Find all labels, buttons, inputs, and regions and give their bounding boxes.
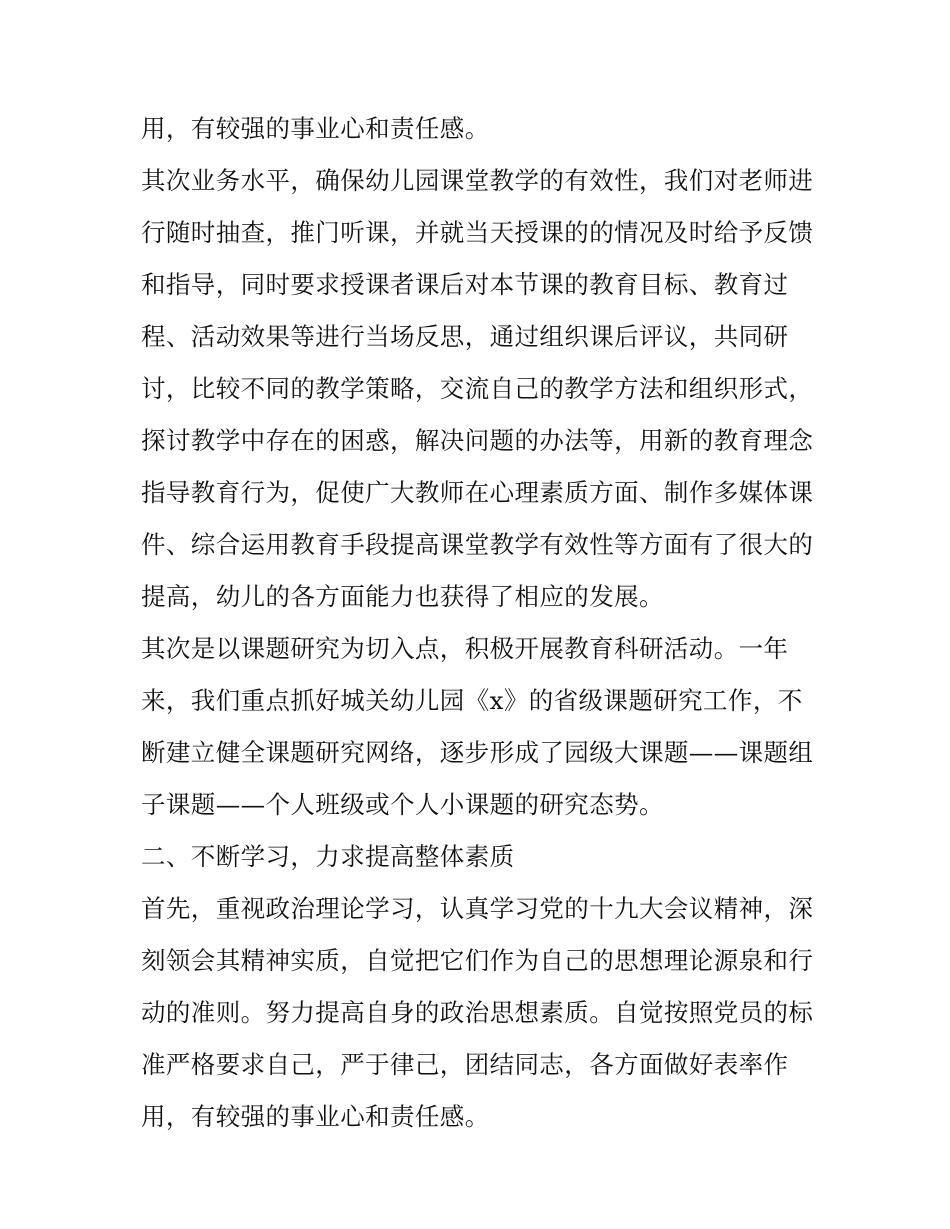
- text-line: 其次是以课题研究为切入点，积极开展教育科研活动。一年: [141, 634, 789, 663]
- text-line: 来，我们重点抓好城关幼儿园《x》的省级课题研究工作，不: [141, 686, 803, 715]
- text-line: 程、活动效果等进行当场反思，通过组织课后评议，共同研: [141, 322, 789, 351]
- text-line: 探讨教学中存在的困惑，解决问题的办法等，用新的教育理念: [141, 426, 814, 455]
- text-line: 指导教育行为，促使广大教师在心理素质方面、制作多媒体课: [141, 478, 814, 507]
- text-line: 首先，重视政治理论学习，认真学习党的十九大会议精神，深: [141, 894, 814, 923]
- text-line: 行随时抽查，推门听课，并就当天授课的的情况及时给予反馈: [141, 218, 814, 247]
- text-line: 提高，幼儿的各方面能力也获得了相应的发展。: [141, 582, 664, 611]
- text-line: 其次业务水平，确保幼儿园课堂教学的有效性，我们对老师进: [141, 166, 814, 195]
- section-heading: 二、不断学习，力求提高整体素质: [141, 842, 515, 871]
- text-line: 动的准则。努力提高自身的政治思想素质。自觉按照党员的标: [141, 998, 814, 1027]
- text-line: 用，有较强的事业心和责任感。: [141, 114, 490, 143]
- text-line: 和指导，同时要求授课者课后对本节课的教育目标、教育过: [141, 270, 789, 299]
- text-line: 讨，比较不同的教学策略，交流自己的教学方法和组织形式，: [141, 374, 814, 403]
- text-line: 子课题——个人班级或个人小课题的研究态势。: [141, 790, 664, 819]
- text-line: 断建立健全课题研究网络，逐步形成了园级大课题——课题组: [141, 738, 814, 767]
- text-line: 准严格要求自己，严于律己，团结同志，各方面做好表率作: [141, 1050, 789, 1079]
- text-line: 刻领会其精神实质，自觉把它们作为自己的思想理论源泉和行: [141, 946, 814, 975]
- text-line: 件、综合运用教育手段提高课堂教学有效性等方面有了很大的: [141, 530, 814, 559]
- text-line: 用，有较强的事业心和责任感。: [141, 1102, 490, 1131]
